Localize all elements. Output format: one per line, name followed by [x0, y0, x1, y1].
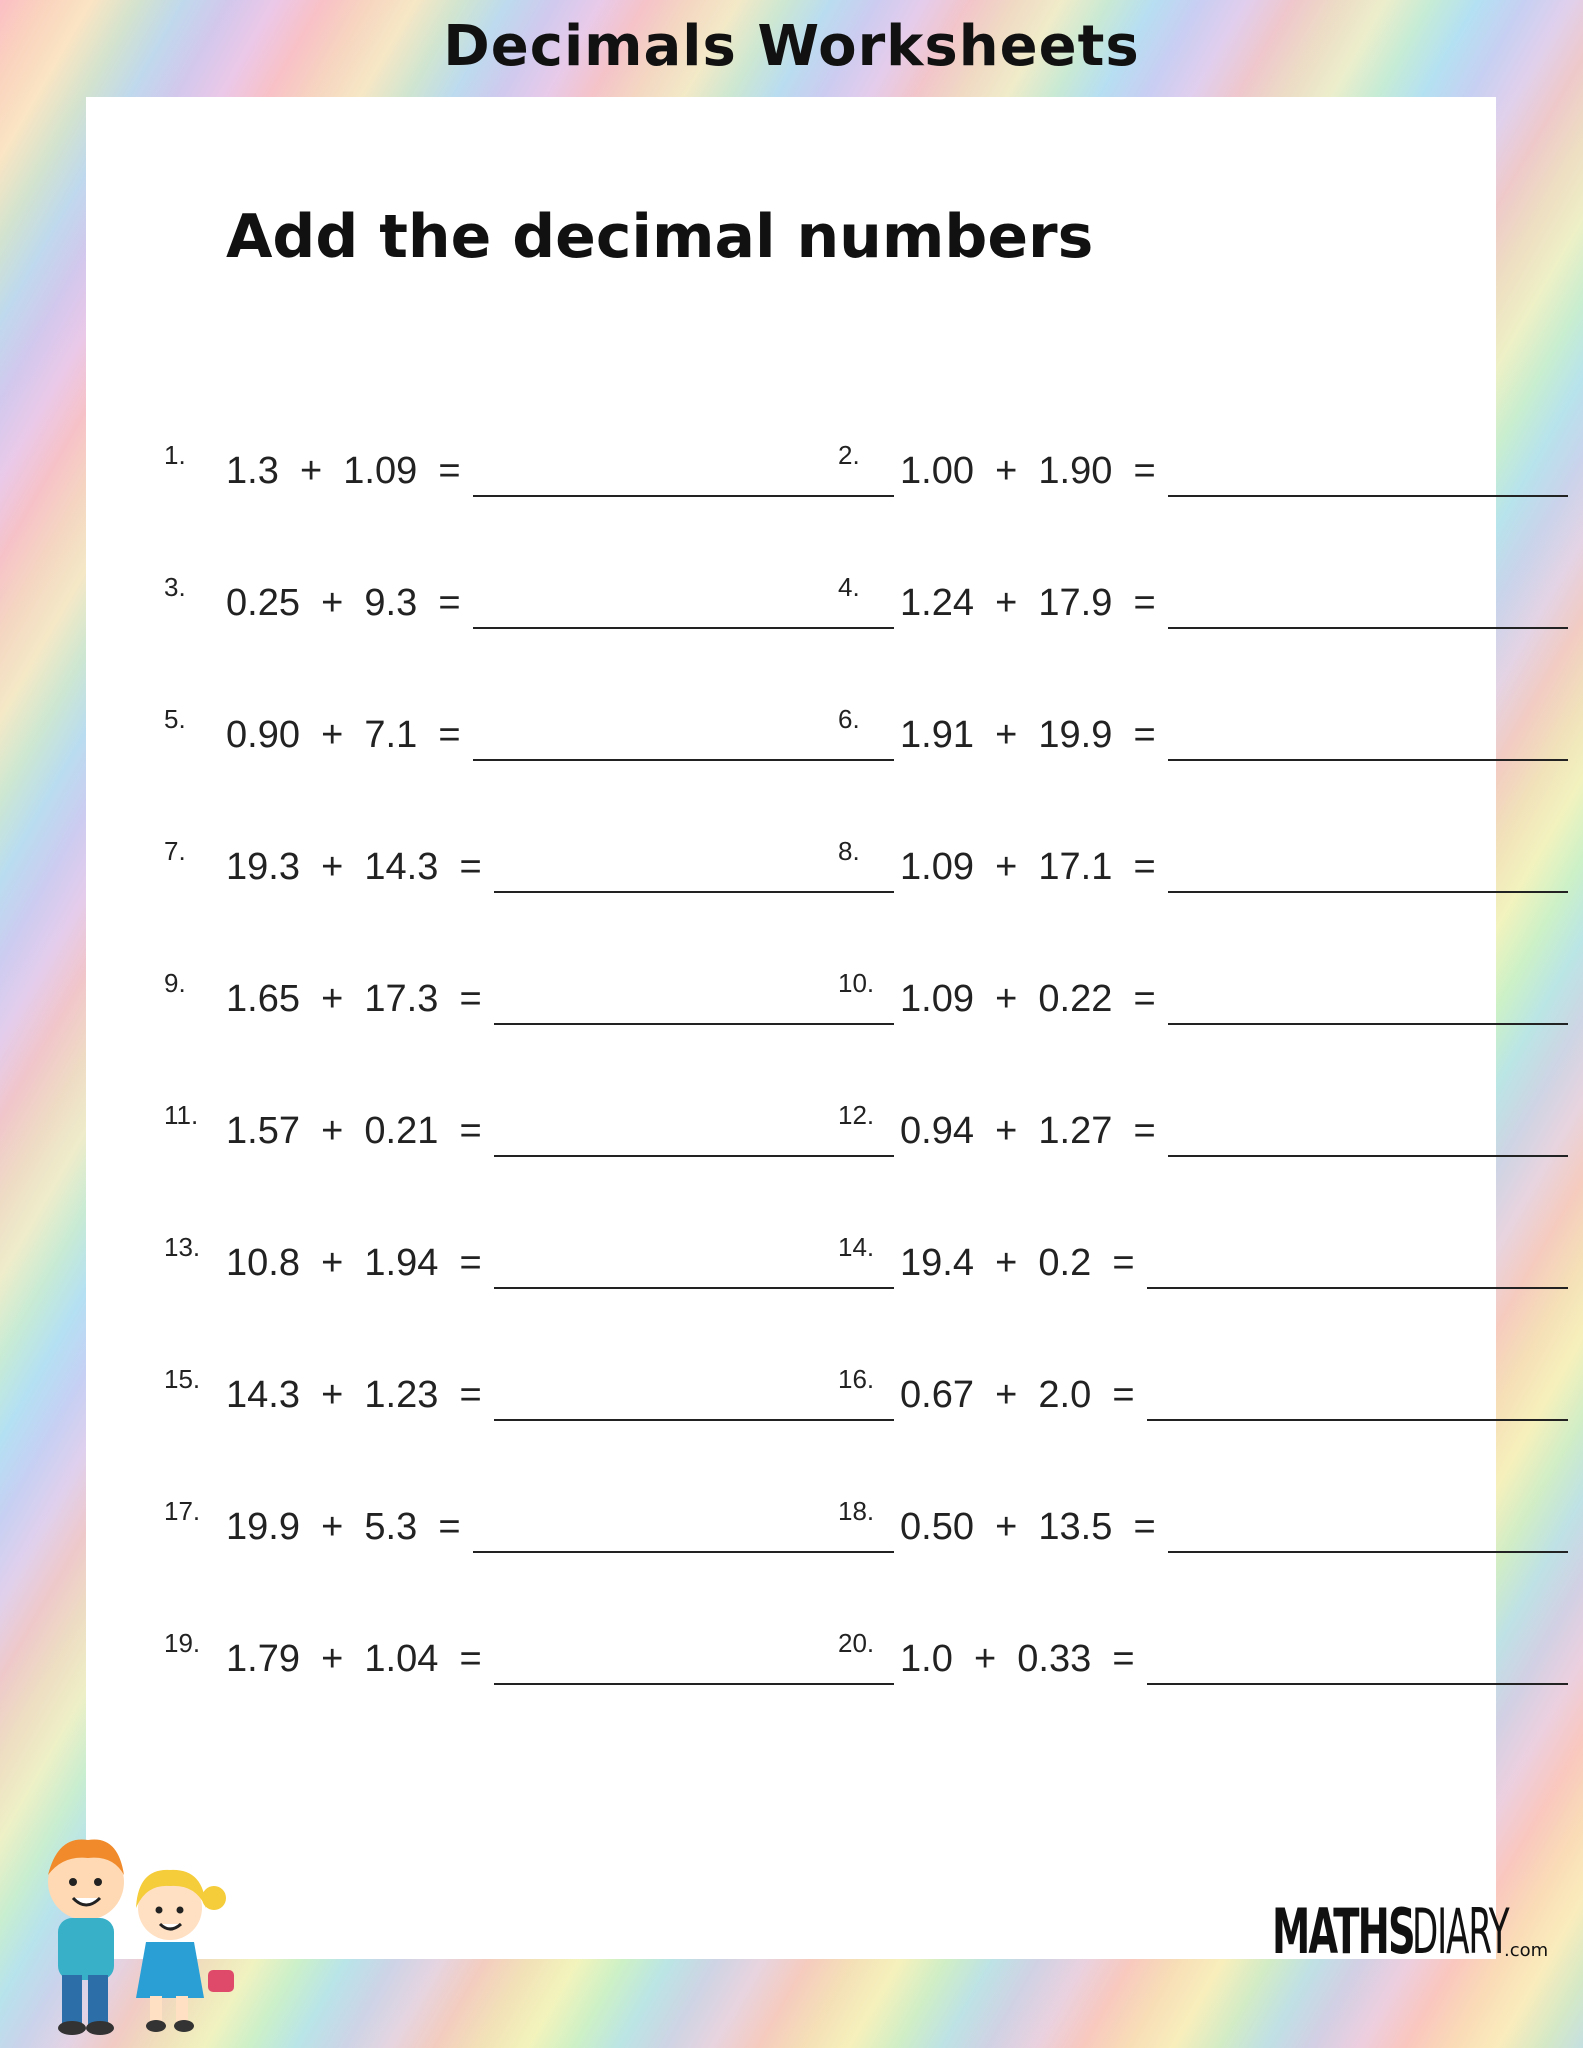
problem-item: [164, 1229, 894, 1289]
answer-blank[interactable]: [1168, 455, 1568, 497]
problem-expression: 1.3 + 1.09 =: [226, 450, 461, 492]
girl-bag: [208, 1970, 234, 1992]
answer-blank[interactable]: [494, 1379, 894, 1421]
problem-expression: 1.09 + 0.22 =: [900, 978, 1156, 1020]
problem-number: 9.: [164, 968, 186, 998]
problem-item: [164, 833, 894, 893]
problem-number: 1.: [164, 440, 186, 470]
problem-item: [838, 701, 1568, 761]
answer-blank[interactable]: [473, 587, 894, 629]
problem-item: [164, 437, 894, 497]
logo-diary: DIARY: [1412, 1895, 1509, 1968]
answer-blank[interactable]: [1168, 1511, 1568, 1553]
problem-number: 17.: [164, 1496, 201, 1526]
problem-expression: 1.09 + 17.1 =: [900, 846, 1156, 888]
problem-number: 16.: [838, 1364, 875, 1394]
boy-shirt: [58, 1918, 114, 1980]
problem-number: 8.: [838, 836, 860, 866]
answer-blank[interactable]: [494, 1643, 894, 1685]
answer-blank[interactable]: [1147, 1247, 1568, 1289]
problem-item: [838, 1229, 1568, 1289]
answer-blank[interactable]: [473, 455, 894, 497]
problem-number: 14.: [838, 1232, 875, 1262]
problem-item: [838, 1625, 1568, 1685]
problem-expression: 1.24 + 17.9 =: [900, 582, 1156, 624]
problem-item: [838, 965, 1568, 1025]
problem-expression: 1.91 + 19.9 =: [900, 714, 1156, 756]
problem-item: [164, 1493, 894, 1553]
problem-number: 11.: [164, 1100, 199, 1130]
girl-dress: [136, 1942, 204, 1998]
answer-blank[interactable]: [473, 719, 894, 761]
problem-number: 6.: [838, 704, 860, 734]
problem-expression: 0.94 + 1.27 =: [900, 1110, 1156, 1152]
problem-number: 13.: [164, 1232, 201, 1262]
problem-item: [164, 1097, 894, 1157]
answer-blank[interactable]: [1168, 719, 1568, 761]
problem-number: 18.: [838, 1496, 875, 1526]
worksheet-heading: Add the decimal numbers: [226, 202, 1094, 272]
problem-item: [838, 437, 1568, 497]
worksheet-sheet: [86, 97, 1496, 1959]
problem-item: [838, 569, 1568, 629]
answer-blank[interactable]: [1168, 1115, 1568, 1157]
problem-number: 2.: [838, 440, 860, 470]
problem-item: [164, 1625, 894, 1685]
problem-number: 12.: [838, 1100, 875, 1130]
problem-number: 3.: [164, 572, 186, 602]
problem-item: [164, 1361, 894, 1421]
kids-illustration: [18, 1820, 238, 2040]
problem-expression: 14.3 + 1.23 =: [226, 1374, 482, 1416]
problem-number: 7.: [164, 836, 186, 866]
problem-expression: 1.79 + 1.04 =: [226, 1638, 482, 1680]
problem-item: [838, 833, 1568, 893]
problem-expression: 10.8 + 1.94 =: [226, 1242, 482, 1284]
problem-item: [838, 1493, 1568, 1553]
problem-item: [164, 701, 894, 761]
answer-blank[interactable]: [1168, 587, 1568, 629]
problem-number: 20.: [838, 1628, 875, 1658]
logo-maths: MATHS: [1272, 1895, 1414, 1968]
answer-blank[interactable]: [494, 1247, 894, 1289]
answer-blank[interactable]: [494, 1115, 894, 1157]
answer-blank[interactable]: [494, 983, 894, 1025]
answer-blank[interactable]: [1168, 851, 1568, 893]
problem-expression: 0.50 + 13.5 =: [900, 1506, 1156, 1548]
problem-item: [164, 965, 894, 1025]
problem-number: 19.: [164, 1628, 201, 1658]
logo-com: .com: [1504, 1940, 1549, 1961]
answer-blank[interactable]: [494, 851, 894, 893]
problem-number: 15.: [164, 1364, 201, 1394]
problem-item: [838, 1361, 1568, 1421]
problem-expression: 0.25 + 9.3 =: [226, 582, 461, 624]
problem-number: 10.: [838, 968, 875, 998]
mathsdiary-logo: [1272, 1893, 1549, 1968]
problem-expression: 1.57 + 0.21 =: [226, 1110, 482, 1152]
answer-blank[interactable]: [1168, 983, 1568, 1025]
problem-expression: 19.9 + 5.3 =: [226, 1506, 461, 1548]
problem-item: [164, 569, 894, 629]
answer-blank[interactable]: [1147, 1643, 1568, 1685]
problem-expression: 0.67 + 2.0 =: [900, 1374, 1135, 1416]
problem-number: 4.: [838, 572, 860, 602]
page-title: Decimals Worksheets: [443, 14, 1140, 79]
problem-expression: 19.3 + 14.3 =: [226, 846, 482, 888]
problem-expression: 19.4 + 0.2 =: [900, 1242, 1135, 1284]
problem-expression: 0.90 + 7.1 =: [226, 714, 461, 756]
answer-blank[interactable]: [473, 1511, 894, 1553]
problem-expression: 1.65 + 17.3 =: [226, 978, 482, 1020]
problem-item: [838, 1097, 1568, 1157]
problem-expression: 1.0 + 0.33 =: [900, 1638, 1135, 1680]
problem-number: 5.: [164, 704, 186, 734]
answer-blank[interactable]: [1147, 1379, 1568, 1421]
problem-expression: 1.00 + 1.90 =: [900, 450, 1156, 492]
